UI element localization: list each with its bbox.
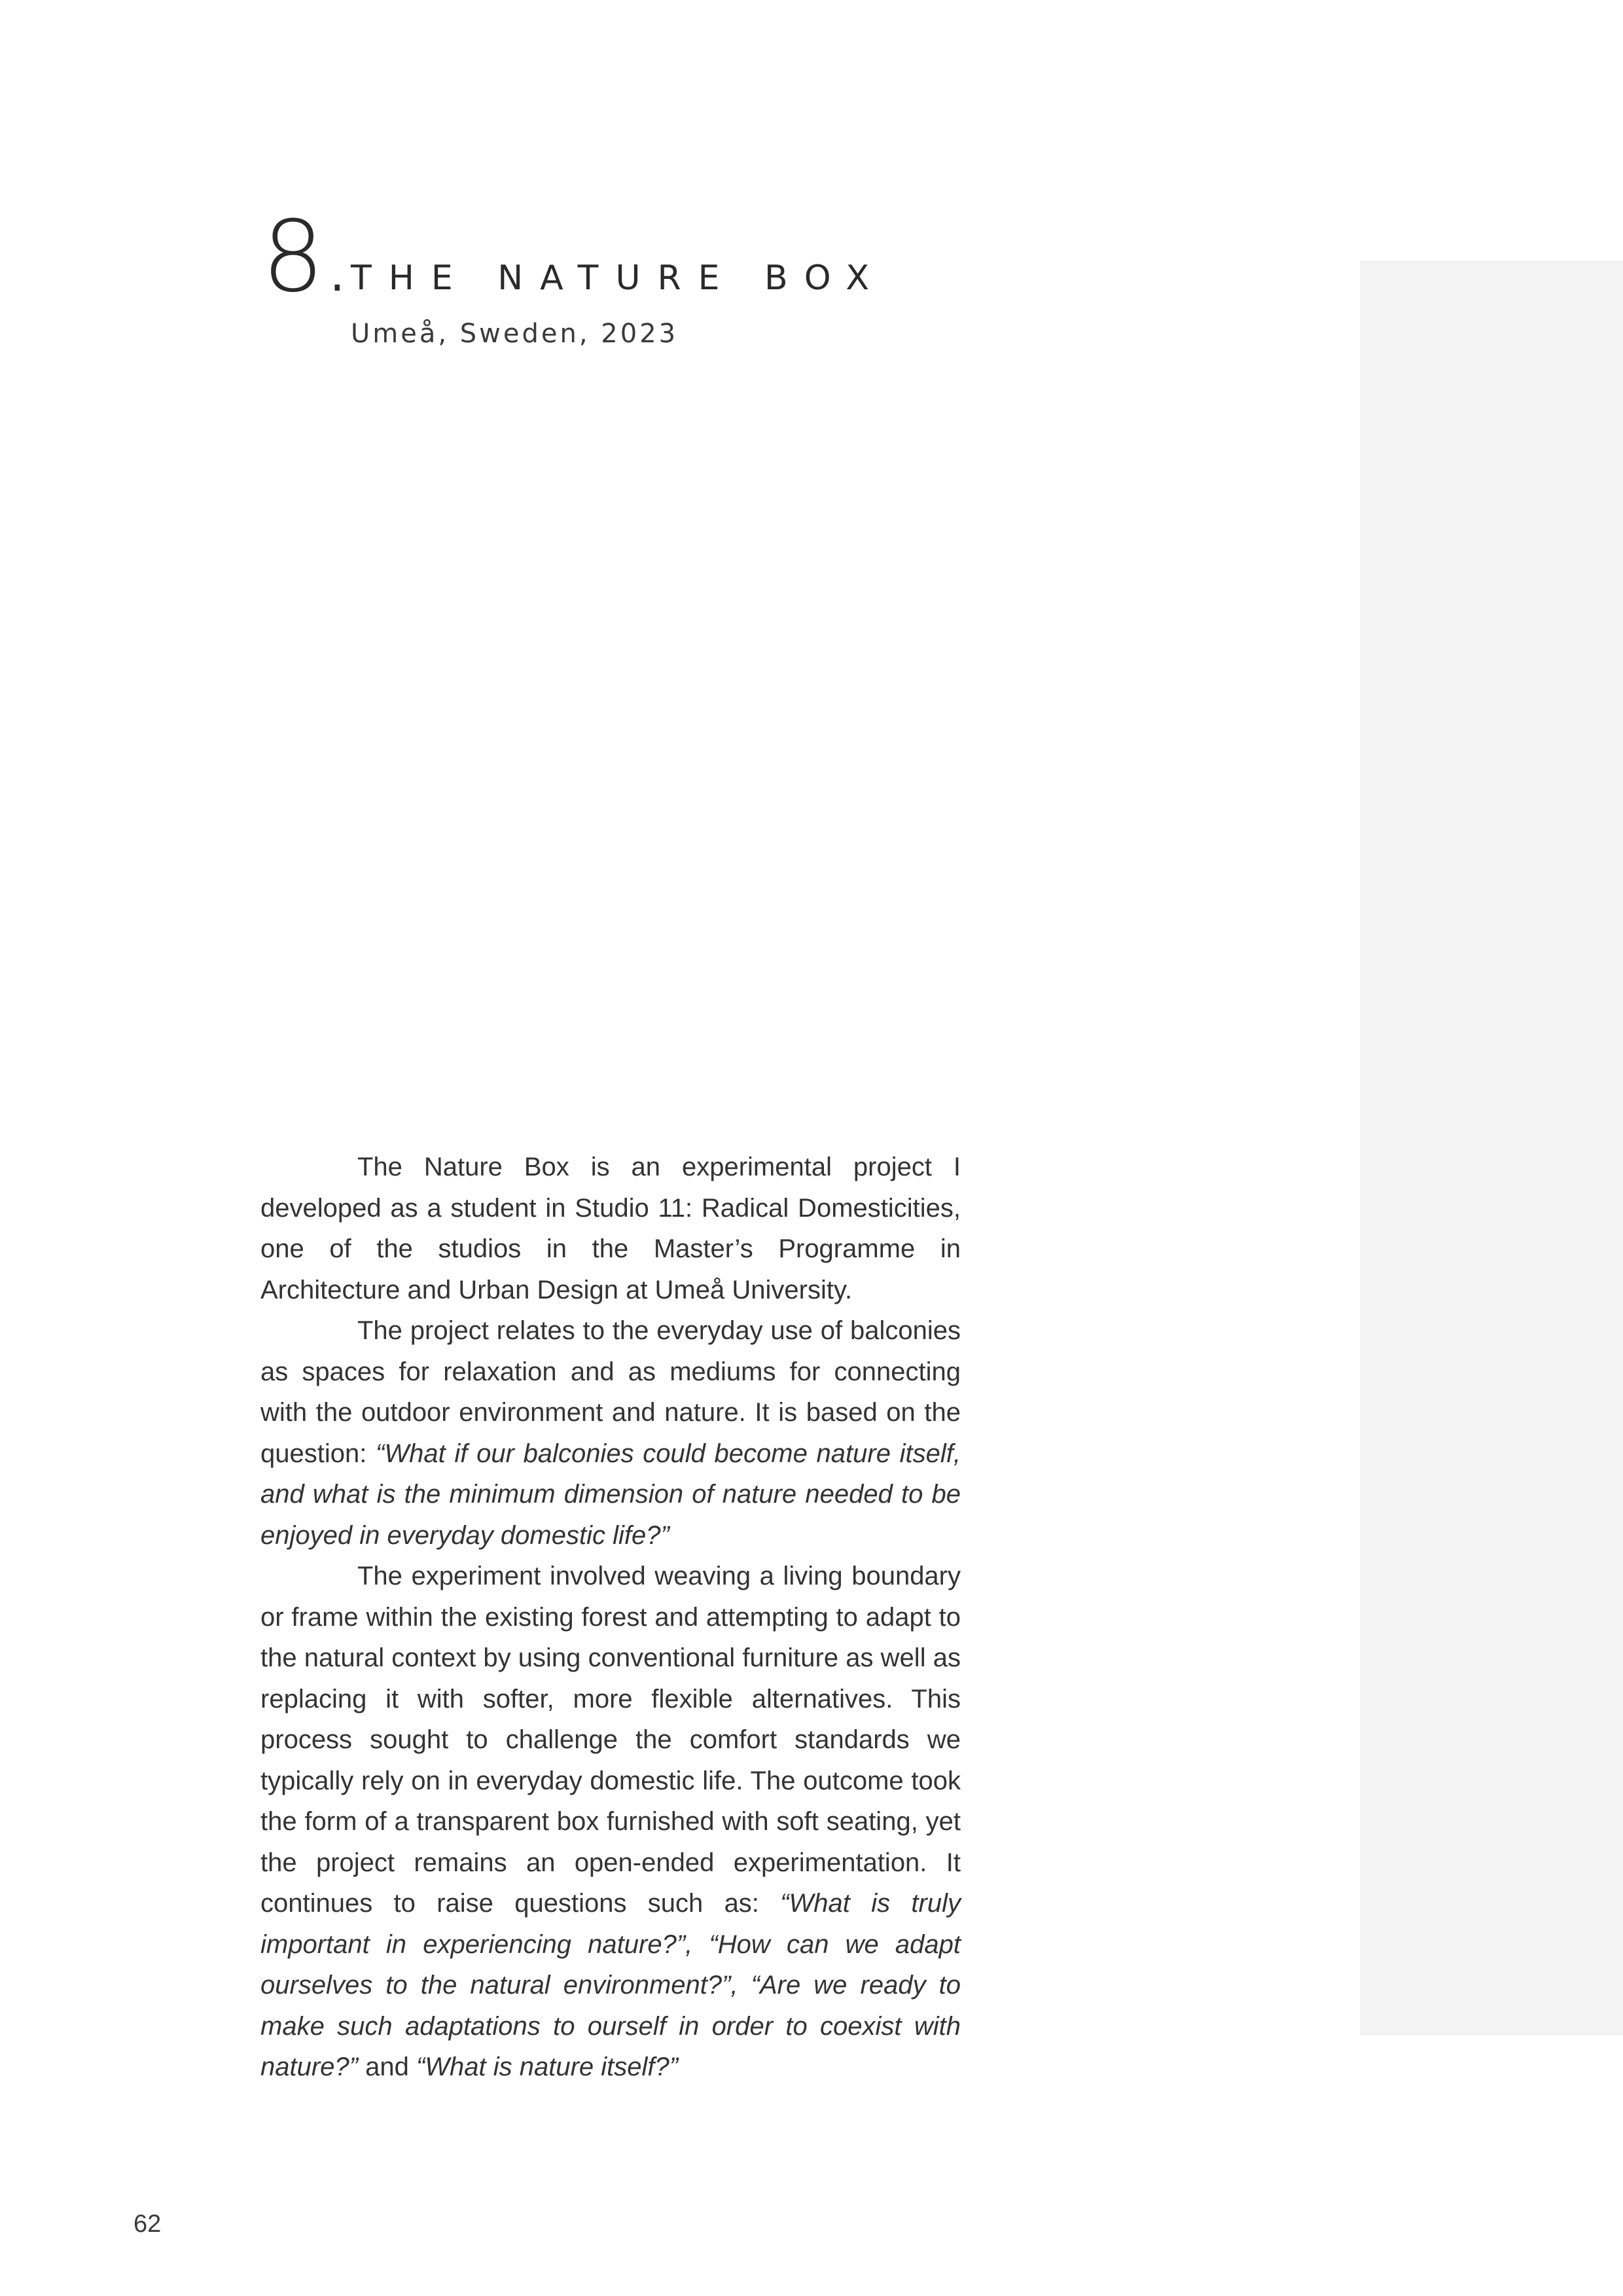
paragraph-3-text: The experiment involved weaving a living boundary or frame within the existing forest and attempting to adapt to the natural context by using conventional furniture as well as replacing it with softer, more flexible alternatives. This process sought to challenge the comfort standards we typically rely on in everyday domestic life. The outcome took the form of a transparent box furnished with soft seating, yet the project remains an open-ended experimentation. It continues to raise questions such as: xyxy=(260,1562,961,1918)
paragraph-3 xyxy=(260,1556,961,2088)
chapter-location-date: Umeå, Sweden, 2023 xyxy=(351,319,679,349)
page-number: 62 xyxy=(134,2210,162,2238)
body-text xyxy=(260,1147,961,2088)
paragraph-2-text: The project relates to the everyday use of balconies as spaces for relaxation and as mediums for connecting with the outdoor environment and nature. It is based on the question: xyxy=(260,1316,961,1468)
paragraph-3-and: and xyxy=(357,2053,416,2081)
paragraph-3-questions: “What is truly important in experiencing nature?”, “How can we adapt ourselves to the natural environment?”, “Are we ready to make such adaptations to ourself in order to coexist with nature?” xyxy=(260,1889,961,2081)
paragraph-1: The Nature Box is an experimental project I developed as a student in Studio 11: Radical Domesticities, one of the studios in the Master’s Programme in Architecture and Urban Design at Umeå University. xyxy=(260,1153,961,1304)
paragraph-2 xyxy=(260,1310,961,1556)
paragraph-3-final-question: “What is nature itself?” xyxy=(416,2053,679,2081)
paragraph-2-question: “What if our balconies could become nature itself, and what is the minimum dimension of nature needed to be enjoyed in everyday domestic life?” xyxy=(260,1439,961,1550)
side-panel xyxy=(1360,260,1623,2036)
chapter-number: 8. xyxy=(262,200,351,314)
chapter-title: THE NATURE BOX xyxy=(351,259,887,298)
